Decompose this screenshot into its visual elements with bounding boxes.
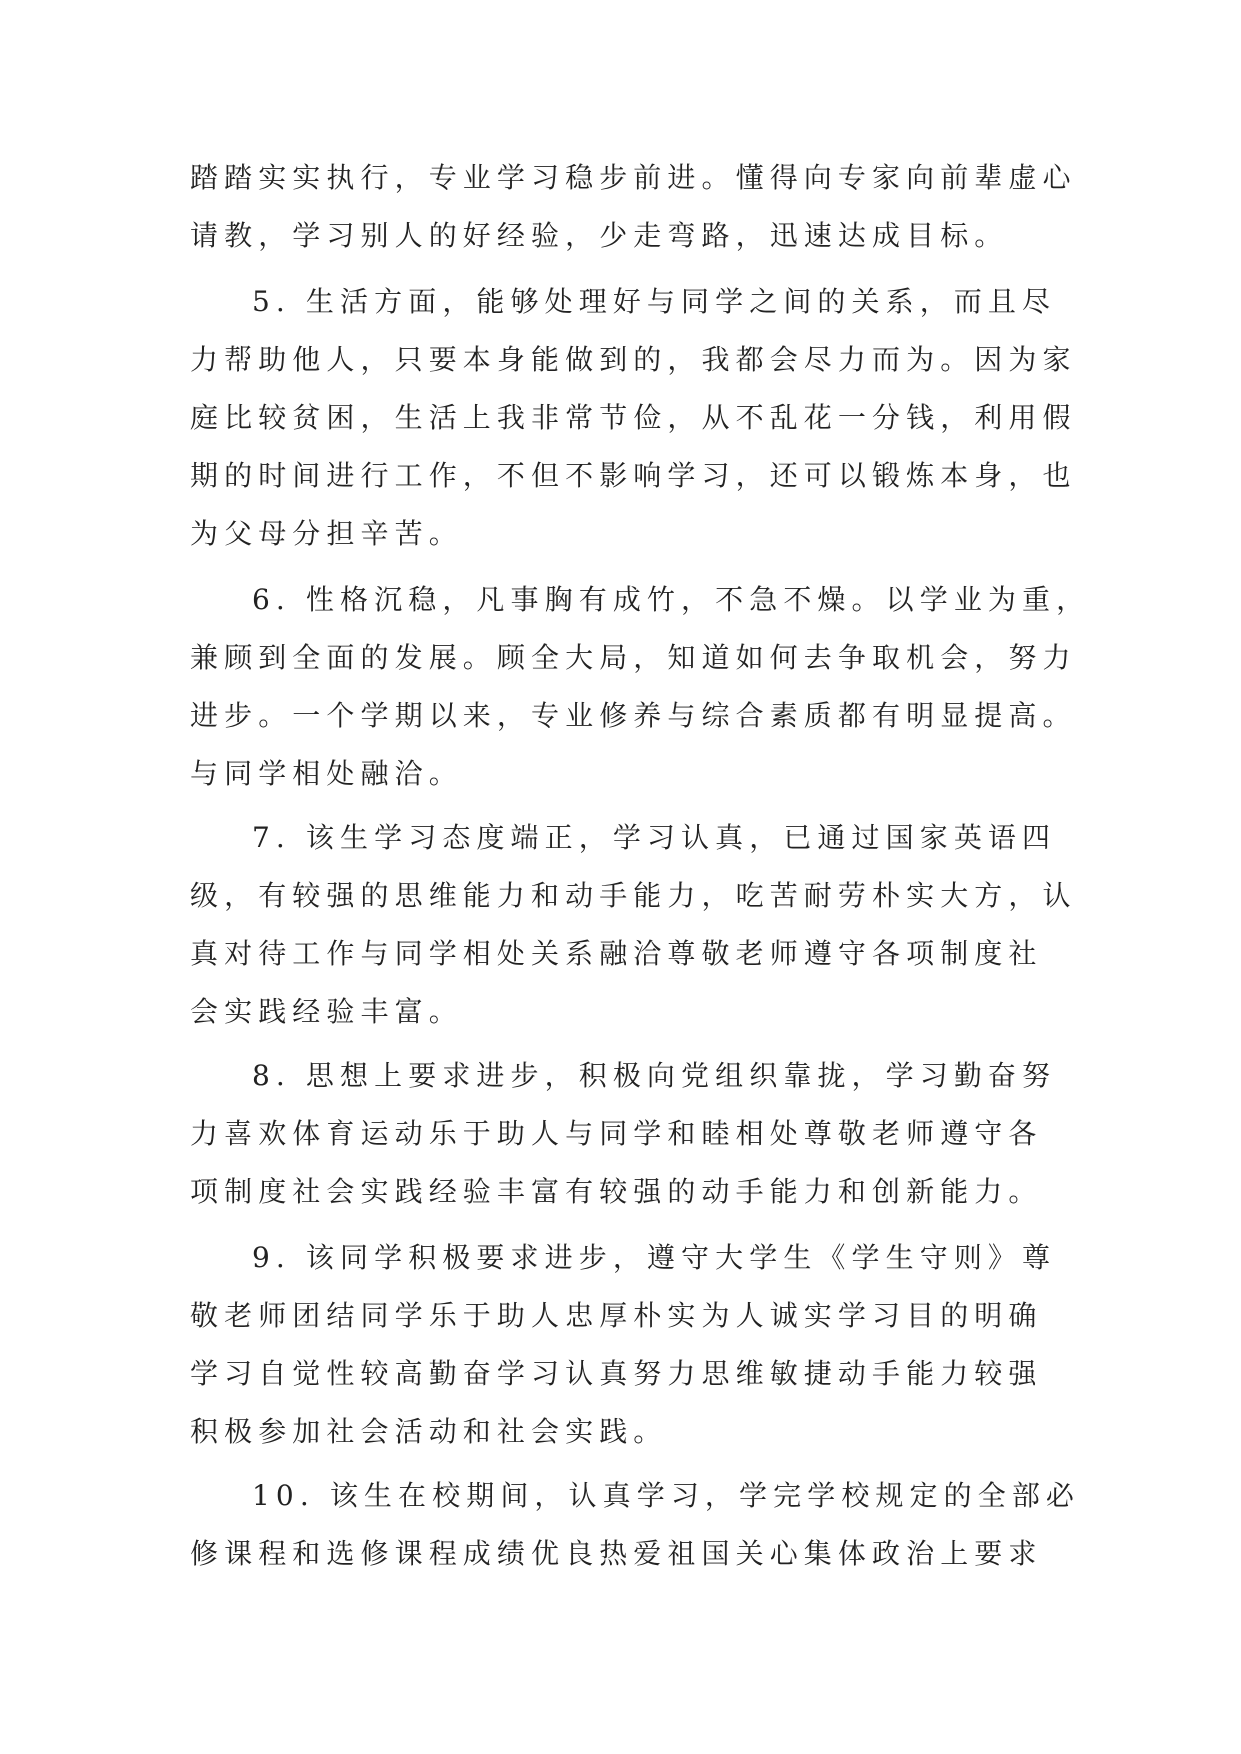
text-line: 为父母分担辛苦。 [190,517,463,550]
text-line: 庭比较贫困，生活上我非常节俭，从不乱花一分钱，利用假 [190,401,1077,434]
text-line: 期的时间进行工作，不但不影响学习，还可以锻炼本身，也 [190,459,1077,492]
text-line: 真对待工作与同学相处关系融洽尊敬老师遵守各项制度社 [190,937,1043,970]
text-line: 力喜欢体育运动乐于助人与同学和睦相处尊敬老师遵守各 [190,1117,1043,1150]
text-line: 学习自觉性较高勤奋学习认真努力思维敏捷动手能力较强 [190,1357,1043,1390]
paragraph-item-5: 5. 生活方面，能够处理好与同学之间的关系，而且尽 [252,285,1057,318]
text-line: 会实践经验丰富。 [190,995,463,1028]
paragraph-item-10: 10. 该生在校期间，认真学习，学完学校规定的全部必 [252,1479,1081,1512]
text-line: 进步。一个学期以来，专业修养与综合素质都有明显提高。 [190,699,1077,732]
text-line: 与同学相处融洽。 [190,757,463,790]
text-line: 级，有较强的思维能力和动手能力，吃苦耐劳朴实大方，认 [190,879,1077,912]
text-line: 积极参加社会活动和社会实践。 [190,1415,668,1448]
paragraph-item-7: 7. 该生学习态度端正，学习认真，已通过国家英语四 [252,821,1057,854]
text-line: 项制度社会实践经验丰富有较强的动手能力和创新能力。 [190,1175,1043,1208]
text-line: 敬老师团结同学乐于助人忠厚朴实为人诚实学习目的明确 [190,1299,1043,1332]
paragraph-item-6: 6. 性格沉稳，凡事胸有成竹，不急不燥。以学业为重， [252,583,1091,616]
text-line: 修课程和选修课程成绩优良热爱祖国关心集体政治上要求 [190,1537,1043,1570]
text-line: 踏踏实实执行，专业学习稳步前进。懂得向专家向前辈虚心 [190,161,1077,194]
text-line: 力帮助他人，只要本身能做到的，我都会尽力而为。因为家 [190,343,1077,376]
paragraph-item-8: 8. 思想上要求进步，积极向党组织靠拢，学习勤奋努 [252,1059,1057,1092]
text-line: 兼顾到全面的发展。顾全大局，知道如何去争取机会，努力 [190,641,1077,674]
text-line: 请教，学习别人的好经验，少走弯路，迅速达成目标。 [190,219,1009,252]
paragraph-item-9: 9. 该同学积极要求进步，遵守大学生《学生守则》尊 [252,1241,1057,1274]
